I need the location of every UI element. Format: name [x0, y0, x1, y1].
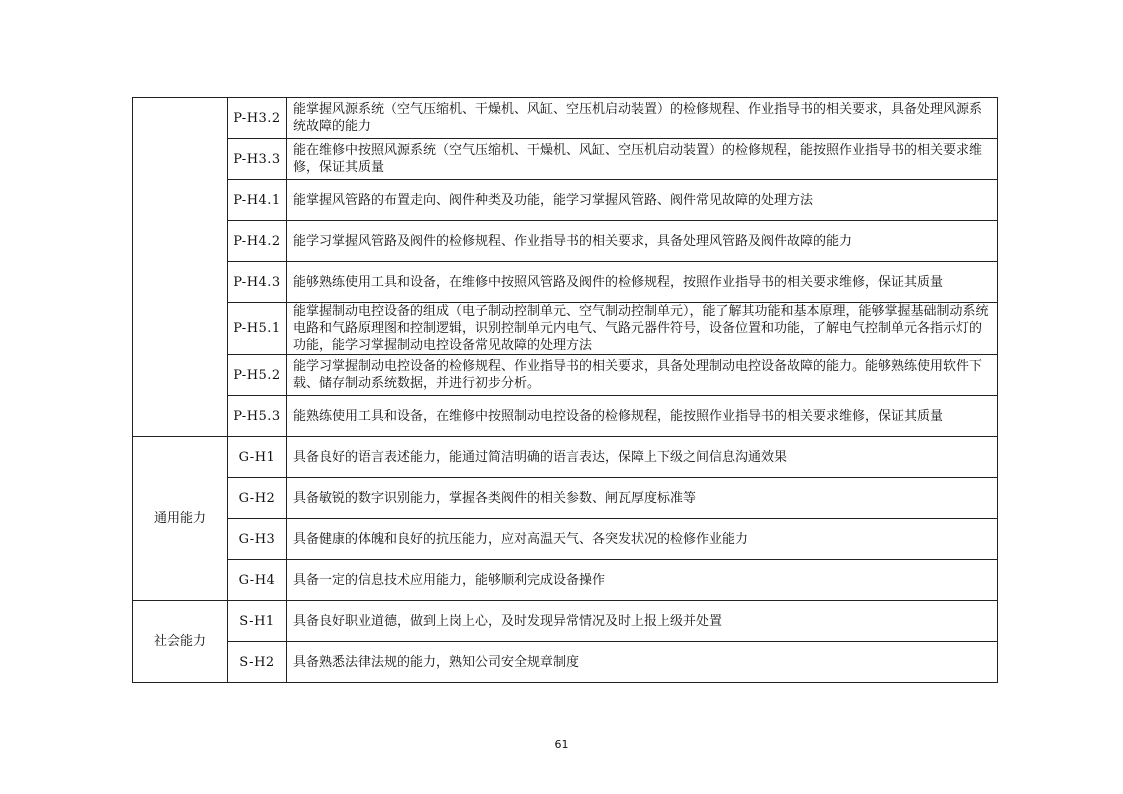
- ability-description: 能掌握制动电控设备的组成（电子制动控制单元、空气制动控制单元），能了解其功能和基本原理，能够掌握基础制动系统电路和气路原理图和控制逻辑，识别控制单元内电气、气路元器件符号，设备位置和功能，了解电气控制单元各指示灯的功能，能学习掌握制动电控设备常见故障的处理方法: [287, 303, 998, 355]
- table-row: [133, 519, 998, 560]
- ability-description: 能掌握风管路的布置走向、阀件种类及功能，能学习掌握风管路、阀件常见故障的处理方法: [287, 180, 998, 221]
- ability-description: 能熟练使用工具和设备，在维修中按照制动电控设备的检修规程，能按照作业指导书的相关要求维修，保证其质量: [287, 396, 998, 437]
- ability-code: P-H5.1: [228, 303, 287, 355]
- ability-description: 具备良好职业道德，做到上岗上心，及时发现异常情况及时上报上级并处置: [287, 601, 998, 642]
- ability-code: P-H3.2: [228, 98, 287, 139]
- ability-description: 具备良好的语言表述能力，能通过简洁明确的语言表达，保障上下级之间信息沟通效果: [287, 437, 998, 478]
- table-row: [133, 180, 998, 221]
- table-row: [133, 221, 998, 262]
- ability-description: 具备一定的信息技术应用能力，能够顺利完成设备操作: [287, 560, 998, 601]
- page-number: 61: [554, 738, 569, 751]
- table-row: [133, 303, 998, 355]
- ability-code: P-H4.1: [228, 180, 287, 221]
- ability-description: 能在维修中按照风源系统（空气压缩机、干燥机、风缸、空压机启动装置）的检修规程，能按照作业指导书的相关要求维修，保证其质量: [287, 139, 998, 180]
- ability-code: P-H4.2: [228, 221, 287, 262]
- category-cell-professional: [133, 98, 228, 437]
- ability-description: 具备熟悉法律法规的能力，熟知公司安全规章制度: [287, 642, 998, 683]
- ability-description: 能学习掌握风管路及阀件的检修规程、作业指导书的相关要求，具备处理风管路及阀件故障的能力: [287, 221, 998, 262]
- ability-code: G-H1: [228, 437, 287, 478]
- table-row: [133, 262, 998, 303]
- ability-code: G-H4: [228, 560, 287, 601]
- ability-description: 具备健康的体魄和良好的抗压能力，应对高温天气、各突发状况的检修作业能力: [287, 519, 998, 560]
- table-row: [133, 601, 998, 642]
- table-row: [133, 642, 998, 683]
- table-row: [133, 139, 998, 180]
- ability-code: S-H1: [228, 601, 287, 642]
- ability-code: G-H3: [228, 519, 287, 560]
- ability-code: P-H3.3: [228, 139, 287, 180]
- ability-code: S-H2: [228, 642, 287, 683]
- ability-table: [132, 97, 998, 683]
- ability-description: 具备敏锐的数字识别能力，掌握各类阀件的相关参数、闸瓦厚度标准等: [287, 478, 998, 519]
- table-row: [133, 437, 998, 478]
- ability-description: 能学习掌握制动电控设备的检修规程、作业指导书的相关要求，具备处理制动电控设备故障的能力。能够熟练使用软件下载、储存制动系统数据，并进行初步分析。: [287, 355, 998, 396]
- table-row: [133, 355, 998, 396]
- ability-code: P-H5.2: [228, 355, 287, 396]
- ability-description: 能掌握风源系统（空气压缩机、干燥机、风缸、空压机启动装置）的检修规程、作业指导书的相关要求，具备处理风源系统故障的能力: [287, 98, 998, 139]
- table-row: [133, 560, 998, 601]
- ability-code: P-H4.3: [228, 262, 287, 303]
- table-row: [133, 396, 998, 437]
- table-row: [133, 478, 998, 519]
- table-row: [133, 98, 998, 139]
- ability-code: G-H2: [228, 478, 287, 519]
- category-label-general: 通用能力: [133, 437, 228, 601]
- ability-description: 能够熟练使用工具和设备，在维修中按照风管路及阀件的检修规程，按照作业指导书的相关要求维修，保证其质量: [287, 262, 998, 303]
- ability-code: P-H5.3: [228, 396, 287, 437]
- category-label-social: 社会能力: [133, 601, 228, 683]
